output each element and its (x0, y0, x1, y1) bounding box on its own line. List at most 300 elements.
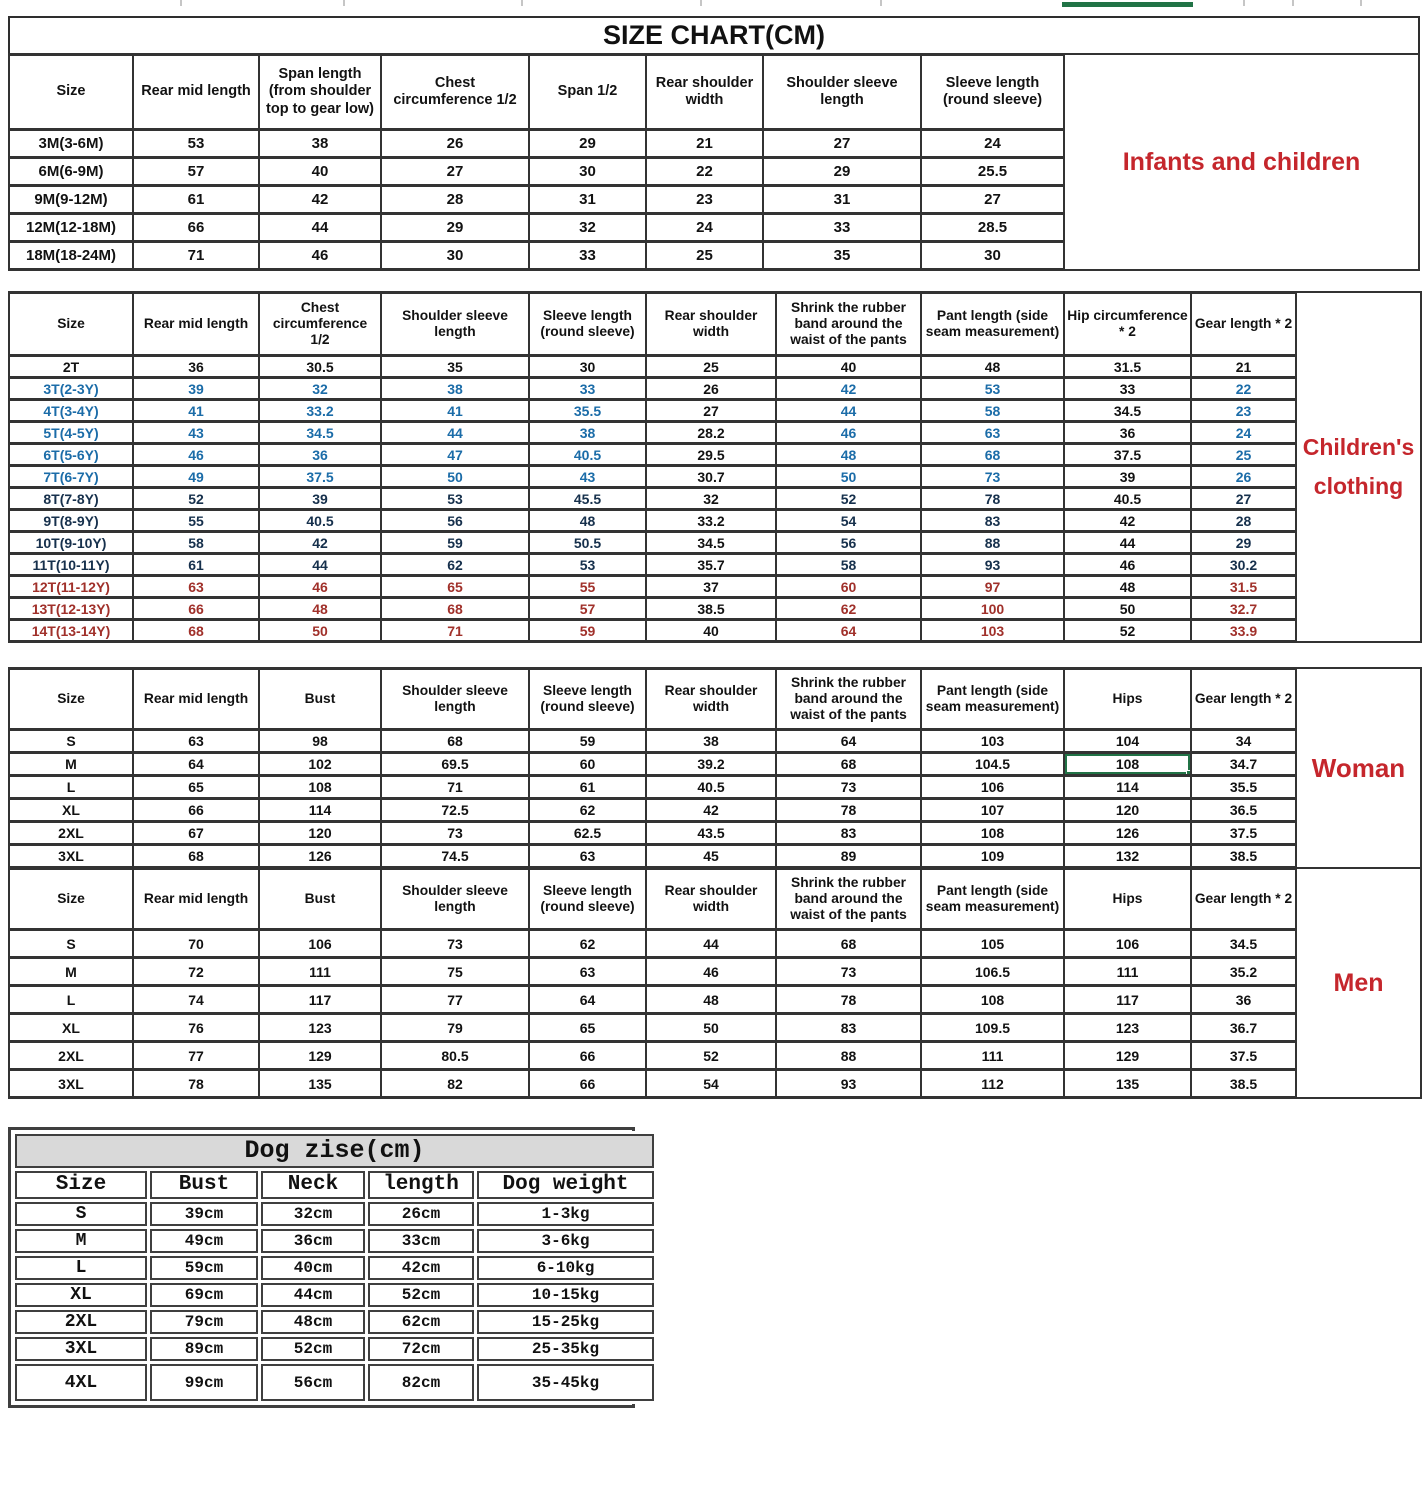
table-cell: 38 (646, 730, 776, 753)
table-row (15, 1229, 654, 1253)
table-cell: 34.7 (1191, 753, 1296, 776)
table-cell: 37.5 (1064, 444, 1191, 466)
table-cell: 28.2 (646, 422, 776, 444)
table-cell: 111 (921, 1042, 1064, 1070)
table-row (9, 1042, 1296, 1070)
table-cell: 45.5 (529, 488, 646, 510)
table-cell: 88 (776, 1042, 921, 1070)
table-cell: 52 (1064, 620, 1191, 642)
table-cell: 30.7 (646, 466, 776, 488)
table-cell: 68 (381, 598, 529, 620)
table-cell: 2XL (9, 1042, 133, 1070)
table-cell: 24 (646, 214, 763, 242)
table-cell: 71 (381, 620, 529, 642)
table-cell: 69cm (150, 1283, 258, 1307)
table-row (15, 1202, 654, 1226)
header-cell: Sleeve length (round sleeve) (921, 55, 1064, 130)
table-cell: 32 (529, 214, 646, 242)
table-cell: 111 (1064, 958, 1191, 986)
table-cell: 59cm (150, 1256, 258, 1280)
table-cell: 45 (646, 845, 776, 868)
table-row (15, 1337, 654, 1361)
table-row (15, 1256, 654, 1280)
table-cell: 3XL (9, 1070, 133, 1098)
table-cell: 44 (646, 930, 776, 958)
table-cell: 36 (1191, 986, 1296, 1014)
table-cell: 29 (381, 214, 529, 242)
table-cell: 27 (921, 186, 1064, 214)
table-cell: 126 (259, 845, 381, 868)
table-cell: 9M(9-12M) (9, 186, 133, 214)
table-cell: 55 (529, 576, 646, 598)
table-cell: 63 (921, 422, 1064, 444)
table-cell: 30 (921, 242, 1064, 270)
header-cell: Neck (261, 1171, 365, 1200)
table-cell: 41 (133, 400, 259, 422)
spacer (0, 1099, 1428, 1127)
table-cell: 43.5 (646, 822, 776, 845)
table-cell: 114 (1064, 776, 1191, 799)
table-cell: 42 (1064, 510, 1191, 532)
header-cell: Gear length * 2 (1191, 869, 1296, 930)
table-cell: 48 (921, 356, 1064, 378)
table-cell: S (9, 930, 133, 958)
table-cell: 64 (133, 753, 259, 776)
table-cell: 103 (921, 730, 1064, 753)
infants-block (8, 53, 1428, 271)
table-cell: 40.5 (1064, 488, 1191, 510)
table-cell: 62 (529, 799, 646, 822)
table-cell: 73 (776, 958, 921, 986)
table-cell: 50 (776, 466, 921, 488)
header-cell: Bust (150, 1171, 258, 1200)
table-cell: 35 (763, 242, 921, 270)
table-cell: 68 (133, 845, 259, 868)
table-cell: XL (15, 1283, 147, 1307)
table-cell: 44 (381, 422, 529, 444)
header-cell: Sleeve length (round sleeve) (529, 869, 646, 930)
table-cell: 66 (529, 1070, 646, 1098)
gridline-tick (1243, 0, 1245, 6)
header-cell: Chest circumference 1/2 (259, 293, 381, 356)
table-row (9, 214, 1064, 242)
table-cell: 2T (9, 356, 133, 378)
header-cell: Gear length * 2 (1191, 293, 1296, 356)
table-cell: 34.5 (1191, 930, 1296, 958)
table-cell: 40.5 (646, 776, 776, 799)
table-cell: 123 (1064, 1014, 1191, 1042)
table-cell: 27 (763, 130, 921, 158)
table-cell: 32.7 (1191, 598, 1296, 620)
table-cell: 65 (529, 1014, 646, 1042)
table-cell: 25 (1191, 444, 1296, 466)
table-cell: 83 (776, 822, 921, 845)
table-cell: 50 (646, 1014, 776, 1042)
table-cell: 71 (133, 242, 259, 270)
table-cell: 29 (763, 158, 921, 186)
table-cell: 27 (1191, 488, 1296, 510)
spacer (0, 643, 1428, 669)
table-row (9, 510, 1296, 532)
table-cell: 57 (133, 158, 259, 186)
table-cell: 33 (1064, 378, 1191, 400)
table-cell: 106 (921, 776, 1064, 799)
header-cell: Shoulder sleeve length (763, 55, 921, 130)
header-cell: Rear mid length (133, 669, 259, 730)
header-cell: Rear mid length (133, 55, 259, 130)
header-cell: Sleeve length (round sleeve) (529, 669, 646, 730)
table-cell: 88 (921, 532, 1064, 554)
table-cell: 117 (259, 986, 381, 1014)
table-cell: 52 (776, 488, 921, 510)
header-cell: Hips (1064, 669, 1191, 730)
table-cell: 38.5 (646, 598, 776, 620)
table-cell: 66 (133, 799, 259, 822)
table-row (9, 130, 1064, 158)
table-cell: 117 (1064, 986, 1191, 1014)
table-row (15, 1283, 654, 1307)
header-cell: Hips (1064, 869, 1191, 930)
table-cell: 66 (529, 1042, 646, 1070)
table-cell: 41 (381, 400, 529, 422)
men-table (8, 867, 1297, 1099)
table-cell: 68 (381, 730, 529, 753)
table-cell: 23 (1191, 400, 1296, 422)
table-cell: 78 (133, 1070, 259, 1098)
table-cell: 12T(11-12Y) (9, 576, 133, 598)
table-cell: 57 (529, 598, 646, 620)
header-cell: Rear shoulder width (646, 669, 776, 730)
table-cell: 42 (259, 186, 381, 214)
table-cell: 30.5 (259, 356, 381, 378)
table-row (9, 620, 1296, 642)
table-row (9, 554, 1296, 576)
table-row (9, 488, 1296, 510)
table-cell: 14T(13-14Y) (9, 620, 133, 642)
table-cell: 29 (1191, 532, 1296, 554)
table-cell: 55 (133, 510, 259, 532)
table-cell: 58 (133, 532, 259, 554)
table-cell: 126 (1064, 822, 1191, 845)
table-row (9, 845, 1296, 868)
table-cell: 34 (1191, 730, 1296, 753)
table-cell: 15-25kg (477, 1310, 654, 1334)
header-cell: Hip circumference * 2 (1064, 293, 1191, 356)
table-row (9, 1014, 1296, 1042)
selection-column-indicator (1062, 2, 1193, 7)
table-cell: 108 (921, 986, 1064, 1014)
table-cell: 38 (259, 130, 381, 158)
table-cell: 30 (529, 356, 646, 378)
table-cell: 3XL (9, 845, 133, 868)
table-cell: 42 (259, 532, 381, 554)
table-cell: 46 (776, 422, 921, 444)
table-cell: M (9, 958, 133, 986)
table-cell: 132 (1064, 845, 1191, 868)
table-cell: 64 (529, 986, 646, 1014)
table-cell: 39.2 (646, 753, 776, 776)
table-cell: 68 (133, 620, 259, 642)
table-cell: 33cm (368, 1229, 474, 1253)
table-cell: 49cm (150, 1229, 258, 1253)
table-cell: 107 (921, 799, 1064, 822)
gridline-tick (880, 0, 882, 6)
woman-side-label: Woman (1295, 667, 1422, 869)
table-cell: 106 (1064, 930, 1191, 958)
table-cell: 106 (259, 930, 381, 958)
table-cell: 61 (133, 554, 259, 576)
table-cell: 3M(3-6M) (9, 130, 133, 158)
table-cell: 79 (381, 1014, 529, 1042)
table-cell: 78 (776, 986, 921, 1014)
table-cell: 50 (259, 620, 381, 642)
table-cell: 77 (381, 986, 529, 1014)
table-cell: 46 (646, 958, 776, 986)
table-cell: 72.5 (381, 799, 529, 822)
table-cell: 104.5 (921, 753, 1064, 776)
table-cell: 33 (529, 242, 646, 270)
table-cell: 59 (381, 532, 529, 554)
table-row (9, 930, 1296, 958)
table-cell: 43 (529, 466, 646, 488)
table-cell: 6-10kg (477, 1256, 654, 1280)
table-cell: 82 (381, 1070, 529, 1098)
table-cell: 73 (921, 466, 1064, 488)
table-cell: 8T(7-8Y) (9, 488, 133, 510)
header-cell: length (368, 1171, 474, 1200)
header-cell: Shoulder sleeve length (381, 293, 529, 356)
header-cell: Bust (259, 869, 381, 930)
table-row (9, 356, 1296, 378)
table-cell: 68 (921, 444, 1064, 466)
table-cell: 89cm (150, 1337, 258, 1361)
table-cell: 11T(10-11Y) (9, 554, 133, 576)
table-cell: 83 (921, 510, 1064, 532)
table-cell: 38.5 (1191, 845, 1296, 868)
table-row (9, 444, 1296, 466)
header-cell: Shrink the rubber band around the waist of the pants (776, 293, 921, 356)
table-cell: 46 (259, 242, 381, 270)
table-cell: 40.5 (529, 444, 646, 466)
table-cell: 31 (763, 186, 921, 214)
table-cell: 61 (529, 776, 646, 799)
table-cell: 27 (646, 400, 776, 422)
table-cell: 33.9 (1191, 620, 1296, 642)
table-cell: 22 (646, 158, 763, 186)
header-cell: Span length (from shoulder top to gear low) (259, 55, 381, 130)
table-cell: 52cm (368, 1283, 474, 1307)
table-row (9, 378, 1296, 400)
table-cell: 26cm (368, 1202, 474, 1226)
table-cell: 2XL (15, 1310, 147, 1334)
table-cell: 83 (776, 1014, 921, 1042)
table-cell: 36 (1064, 422, 1191, 444)
table-cell: 48cm (261, 1310, 365, 1334)
header-cell: Size (9, 869, 133, 930)
header-cell: Rear shoulder width (646, 293, 776, 356)
table-cell: 26 (646, 378, 776, 400)
table-cell: 135 (1064, 1070, 1191, 1098)
table-cell: 73 (776, 776, 921, 799)
table-cell: 46 (133, 444, 259, 466)
infants-side-label: Infants and children (1063, 53, 1420, 271)
table-cell: 62 (529, 930, 646, 958)
table-cell: 6M(6-9M) (9, 158, 133, 186)
table-cell: 48 (646, 986, 776, 1014)
table-cell: 25.5 (921, 158, 1064, 186)
table-row (9, 158, 1064, 186)
table-cell: 30.2 (1191, 554, 1296, 576)
selected-cell[interactable]: 108 (1064, 753, 1191, 776)
table-cell: 68 (776, 753, 921, 776)
table-cell: 48 (776, 444, 921, 466)
table-cell: 54 (646, 1070, 776, 1098)
table-cell: 26 (381, 130, 529, 158)
table-cell: 76 (133, 1014, 259, 1042)
table-cell: 64 (776, 620, 921, 642)
table-cell: L (9, 776, 133, 799)
table-row (9, 776, 1296, 799)
table-row (9, 576, 1296, 598)
table-cell: 40cm (261, 1256, 365, 1280)
table-row (9, 958, 1296, 986)
children-block (8, 291, 1428, 643)
table-cell: 100 (921, 598, 1064, 620)
spreadsheet-gridline-strip (0, 0, 1428, 16)
table-cell: 62cm (368, 1310, 474, 1334)
table-cell: 58 (776, 554, 921, 576)
table-cell: 108 (921, 822, 1064, 845)
header-cell: Size (15, 1171, 147, 1200)
table-cell: 48 (1064, 576, 1191, 598)
table-cell: 63 (529, 958, 646, 986)
table-cell: 31.5 (1191, 576, 1296, 598)
table-cell: 36 (259, 444, 381, 466)
table-cell: 99cm (150, 1364, 258, 1401)
gridline-tick (1292, 0, 1294, 6)
header-cell: Size (9, 55, 133, 130)
table-cell: 68 (776, 930, 921, 958)
table-cell: 66 (133, 598, 259, 620)
table-cell: 13T(12-13Y) (9, 598, 133, 620)
header-cell: Pant length (side seam measurement) (921, 869, 1064, 930)
table-cell: 102 (259, 753, 381, 776)
header-cell: Rear mid length (133, 869, 259, 930)
table-cell: 12M(12-18M) (9, 214, 133, 242)
table-cell: 70 (133, 930, 259, 958)
table-cell: 4XL (15, 1364, 147, 1401)
table-cell: 72 (133, 958, 259, 986)
table-cell: 93 (776, 1070, 921, 1098)
table-cell: 106.5 (921, 958, 1064, 986)
table-cell: 28.5 (921, 214, 1064, 242)
table-row (9, 242, 1064, 270)
table-cell: 39 (1064, 466, 1191, 488)
spacer (0, 271, 1428, 293)
table-cell: 66 (133, 214, 259, 242)
table-cell: 108 (259, 776, 381, 799)
table-cell: 46 (1064, 554, 1191, 576)
table-cell: 31 (529, 186, 646, 214)
table-cell: 33.2 (259, 400, 381, 422)
header-cell: Dog weight (477, 1171, 654, 1200)
table-cell: 34.5 (259, 422, 381, 444)
table-cell: 56cm (261, 1364, 365, 1401)
table-cell: 33.2 (646, 510, 776, 532)
table-cell: 48 (529, 510, 646, 532)
dog-table-frame (8, 1127, 635, 1408)
table-cell: 59 (529, 730, 646, 753)
table-cell: 5T(4-5Y) (9, 422, 133, 444)
header-cell: Gear length * 2 (1191, 669, 1296, 730)
table-cell: 63 (133, 576, 259, 598)
table-cell: 98 (259, 730, 381, 753)
table-cell: 58 (921, 400, 1064, 422)
table-row (9, 799, 1296, 822)
dog-table-title: Dog zise(cm) (15, 1134, 654, 1168)
table-cell: 53 (381, 488, 529, 510)
table-cell: M (9, 753, 133, 776)
table-cell: S (15, 1202, 147, 1226)
table-cell: 35 (381, 356, 529, 378)
gridline-tick (343, 0, 345, 6)
table-cell: 93 (921, 554, 1064, 576)
table-cell: 28 (1191, 510, 1296, 532)
table-cell: 42cm (368, 1256, 474, 1280)
header-cell: Rear shoulder width (646, 869, 776, 930)
table-cell: 35.5 (1191, 776, 1296, 799)
table-cell: 54 (776, 510, 921, 532)
table-cell: 39 (259, 488, 381, 510)
table-cell: 77 (133, 1042, 259, 1070)
table-cell: 56 (381, 510, 529, 532)
table-cell: 36.5 (1191, 799, 1296, 822)
table-cell: 62 (381, 554, 529, 576)
table-cell: 25 (646, 242, 763, 270)
table-row (9, 186, 1064, 214)
table-cell: 75 (381, 958, 529, 986)
table-cell: 22 (1191, 378, 1296, 400)
header-cell: Rear shoulder width (646, 55, 763, 130)
gridline-tick (1360, 0, 1362, 6)
table-cell: 71 (381, 776, 529, 799)
table-cell: S (9, 730, 133, 753)
table-cell: 50 (381, 466, 529, 488)
table-cell: 72cm (368, 1337, 474, 1361)
table-cell: 24 (1191, 422, 1296, 444)
table-cell: 40.5 (259, 510, 381, 532)
table-cell: 44 (1064, 532, 1191, 554)
table-cell: L (9, 986, 133, 1014)
table-cell: 52 (646, 1042, 776, 1070)
table-cell: 42 (776, 378, 921, 400)
table-cell: 2XL (9, 822, 133, 845)
table-cell: 4T(3-4Y) (9, 400, 133, 422)
header-cell: Shrink the rubber band around the waist of the pants (776, 669, 921, 730)
table-cell: 38.5 (1191, 1070, 1296, 1098)
table-cell: 56 (776, 532, 921, 554)
table-cell: 52cm (261, 1337, 365, 1361)
woman-block (8, 667, 1428, 869)
table-cell: 111 (259, 958, 381, 986)
table-cell: 74 (133, 986, 259, 1014)
table-cell: 129 (259, 1042, 381, 1070)
table-cell: 59 (529, 620, 646, 642)
children-side-label: Children's clothing (1295, 291, 1422, 643)
table-cell: 63 (529, 845, 646, 868)
table-cell: 29 (529, 130, 646, 158)
table-cell: 39cm (150, 1202, 258, 1226)
